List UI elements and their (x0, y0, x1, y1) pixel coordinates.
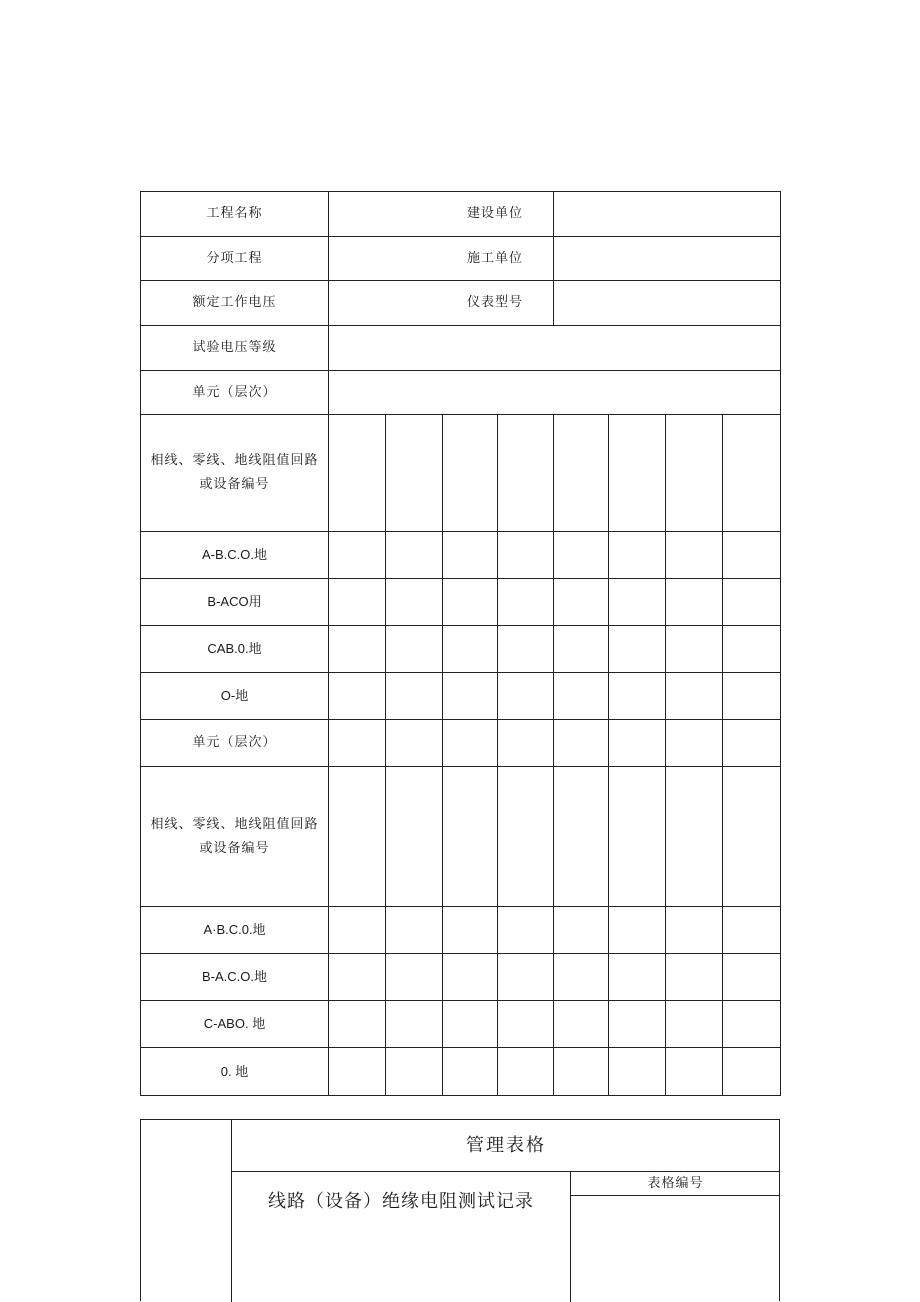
value-cell[interactable] (386, 1048, 443, 1096)
value-cell[interactable] (723, 1048, 781, 1096)
circuit-number-cell[interactable] (666, 767, 723, 907)
value-cell[interactable] (329, 626, 386, 673)
circuit-number-cell[interactable] (554, 767, 609, 907)
value-cell[interactable] (329, 1048, 386, 1096)
construction-unit-field[interactable] (554, 237, 781, 281)
project-name-label: 工程名称 (141, 192, 329, 237)
unit-layer-label: 单元（层次） (141, 371, 329, 415)
value-cell[interactable] (723, 626, 781, 673)
build-unit-field[interactable] (554, 192, 781, 237)
phase-row-label: CAB.0.地 (141, 626, 329, 673)
value-cell[interactable] (666, 954, 723, 1001)
value-cell[interactable] (666, 907, 723, 954)
rated-voltage-label: 额定工作电压 (141, 281, 329, 326)
circuit-number-cell[interactable] (554, 415, 609, 532)
construction-unit-label: 施工单位 (329, 237, 554, 281)
value-cell[interactable] (554, 907, 609, 954)
circuit-number-cell[interactable] (329, 415, 386, 532)
value-cell[interactable] (666, 579, 723, 626)
value-cell[interactable] (666, 720, 723, 767)
footer-divider (571, 1195, 780, 1196)
value-cell[interactable] (443, 954, 498, 1001)
value-cell[interactable] (329, 579, 386, 626)
value-cell[interactable] (723, 954, 781, 1001)
value-cell[interactable] (554, 532, 609, 579)
test-voltage-label: 试验电压等级 (141, 326, 329, 371)
circuit-number-cell[interactable] (498, 767, 554, 907)
value-cell[interactable] (666, 532, 723, 579)
value-cell[interactable] (723, 720, 781, 767)
value-cell[interactable] (498, 1001, 554, 1048)
value-cell[interactable] (609, 673, 666, 720)
value-cell[interactable] (443, 673, 498, 720)
value-cell[interactable] (723, 532, 781, 579)
unit-layer-field[interactable] (329, 371, 781, 415)
value-cell[interactable] (329, 907, 386, 954)
value-cell[interactable] (329, 1001, 386, 1048)
circuit-number-cell[interactable] (386, 415, 443, 532)
value-cell[interactable] (554, 954, 609, 1001)
insulation-resistance-table (140, 191, 781, 1096)
value-cell[interactable] (443, 579, 498, 626)
circuit-label-line1: 相线、零线、地线阻值回路 (150, 453, 319, 468)
value-cell[interactable] (498, 720, 554, 767)
value-cell[interactable] (498, 579, 554, 626)
circuit-number-cell[interactable] (723, 415, 781, 532)
value-cell[interactable] (329, 720, 386, 767)
circuit-label-line2: 或设备编号 (199, 477, 270, 492)
phase-row-label: B-ACO用 (141, 579, 329, 626)
value-cell[interactable] (609, 1001, 666, 1048)
value-cell[interactable] (554, 1048, 609, 1096)
value-cell[interactable] (386, 579, 443, 626)
value-cell[interactable] (498, 626, 554, 673)
circuit-number-cell[interactable] (386, 767, 443, 907)
phase-row-label: C-ABO. 地 (141, 1001, 329, 1048)
form-number-label: 表格编号 (647, 1176, 704, 1191)
phase-row-label: 0. 地 (141, 1048, 329, 1096)
value-cell[interactable] (609, 720, 666, 767)
value-cell[interactable] (443, 626, 498, 673)
value-cell[interactable] (386, 954, 443, 1001)
value-cell[interactable] (666, 1048, 723, 1096)
form-footer (140, 1119, 780, 1301)
test-voltage-field[interactable] (329, 326, 781, 371)
value-cell[interactable] (329, 954, 386, 1001)
value-cell[interactable] (666, 1001, 723, 1048)
value-cell[interactable] (609, 907, 666, 954)
value-cell[interactable] (609, 954, 666, 1001)
circuit-label-line2: 或设备编号 (199, 840, 270, 856)
value-cell[interactable] (386, 532, 443, 579)
value-cell[interactable] (609, 626, 666, 673)
phase-row-label: O-地 (141, 673, 329, 720)
circuit-number-cell[interactable] (443, 415, 498, 532)
value-cell[interactable] (723, 579, 781, 626)
value-cell[interactable] (386, 720, 443, 767)
meter-model-label: 仪表型号 (329, 281, 554, 326)
value-cell[interactable] (723, 1001, 781, 1048)
value-cell[interactable] (386, 626, 443, 673)
value-cell[interactable] (554, 673, 609, 720)
value-cell[interactable] (498, 907, 554, 954)
value-cell[interactable] (609, 579, 666, 626)
value-cell[interactable] (498, 532, 554, 579)
circuit-number-cell[interactable] (498, 415, 554, 532)
phase-row-label: A·B.C.0.地 (141, 907, 329, 954)
record-title: 线路（设备）绝缘电阻测试记录 (268, 1191, 534, 1212)
unit-layer-label-2: 单元（层次） (141, 720, 329, 767)
circuit-number-cell[interactable] (329, 767, 386, 907)
circuit-number-cell[interactable] (609, 767, 666, 907)
value-cell[interactable] (329, 673, 386, 720)
value-cell[interactable] (554, 720, 609, 767)
value-cell[interactable] (498, 673, 554, 720)
phase-row-label: A-B.C.O.地 (141, 532, 329, 579)
management-form-title: 管理表格 (466, 1135, 546, 1156)
value-cell[interactable] (443, 1048, 498, 1096)
circuit-number-cell[interactable] (666, 415, 723, 532)
value-cell[interactable] (386, 673, 443, 720)
value-cell[interactable] (443, 532, 498, 579)
circuit-number-label-2 (141, 767, 329, 907)
value-cell[interactable] (609, 532, 666, 579)
value-cell[interactable] (498, 1048, 554, 1096)
circuit-number-label (141, 415, 329, 532)
circuit-number-cell[interactable] (443, 767, 498, 907)
value-cell[interactable] (443, 720, 498, 767)
value-cell[interactable] (329, 532, 386, 579)
circuit-label-line1: 相线、零线、地线阻值回路 (150, 816, 319, 832)
value-cell[interactable] (609, 1048, 666, 1096)
circuit-number-cell[interactable] (609, 415, 666, 532)
value-cell[interactable] (723, 673, 781, 720)
phase-row-label: B-A.C.O.地 (141, 954, 329, 1001)
value-cell[interactable] (666, 673, 723, 720)
meter-model-field[interactable] (554, 281, 781, 326)
sub-project-label: 分项工程 (141, 237, 329, 281)
value-cell[interactable] (443, 1001, 498, 1048)
value-cell[interactable] (498, 954, 554, 1001)
build-unit-label: 建设单位 (329, 192, 554, 237)
value-cell[interactable] (386, 907, 443, 954)
value-cell[interactable] (386, 1001, 443, 1048)
value-cell[interactable] (723, 907, 781, 954)
value-cell[interactable] (554, 1001, 609, 1048)
value-cell[interactable] (554, 579, 609, 626)
value-cell[interactable] (666, 626, 723, 673)
circuit-number-cell[interactable] (723, 767, 781, 907)
value-cell[interactable] (554, 626, 609, 673)
value-cell[interactable] (443, 907, 498, 954)
